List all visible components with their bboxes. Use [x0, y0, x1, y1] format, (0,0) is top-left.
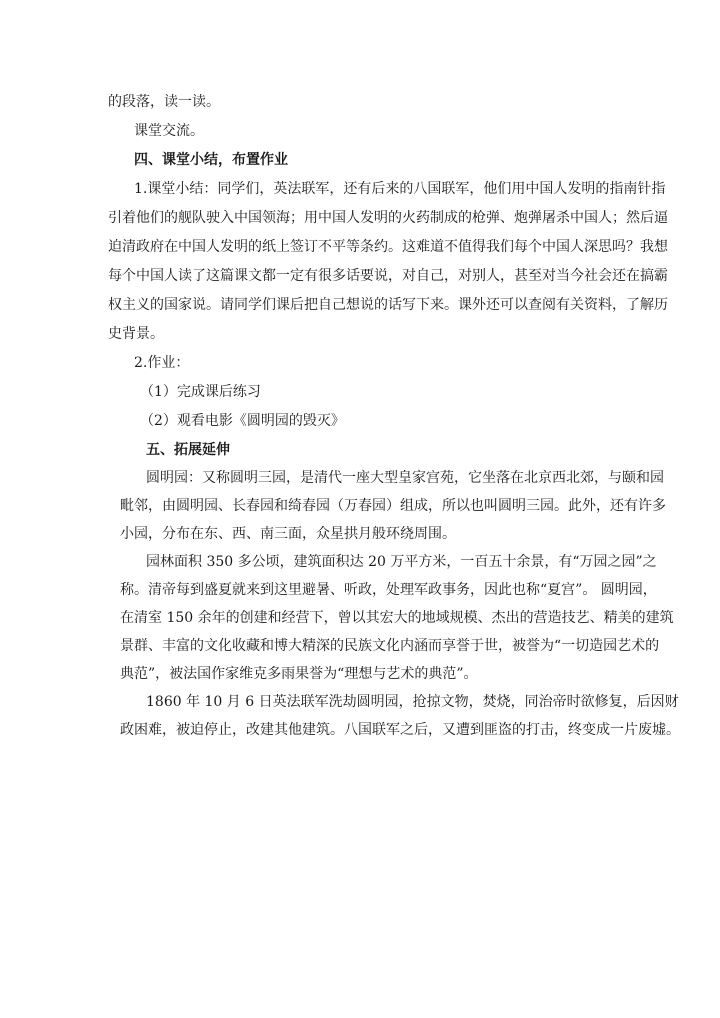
extension-paragraph-line: 典范”，被法国作家维克多雨果誉为“理想与艺术的典范”。 [120, 666, 478, 682]
extension-paragraph-line: 称。清帝每到盛夏就来到这里避暑、听政，处理军政事务，因此也称“夏宫”。 圆明园， [120, 582, 657, 598]
extension-paragraph-line: 在清室 150 余年的创建和经营下，曾以其宏大的地域规模、杰出的营造技艺、精美的建筑 [120, 610, 674, 626]
history-paragraph-line: 政困难，被迫停止，改建其他建筑。八国联军之后，又遭到匪盗的打击，终变成一片废墟。 [120, 722, 680, 738]
summary-paragraph-line: 史背景。 [108, 326, 164, 342]
section-heading-summary: 四、课堂小结，布置作业 [134, 152, 288, 168]
text-line-class-exchange: 课堂交流。 [134, 123, 204, 139]
summary-paragraph-line: 引着他们的舰队驶入中国领海；用中国人发明的火药制成的枪弹、炮弹屠杀中国人；然后逼 [108, 210, 668, 226]
extension-paragraph-line: 景群、丰富的文化收藏和博大精深的民族文化内涵而享誉于世，被誉为“一切造园艺术的 [120, 638, 660, 654]
history-paragraph-line: 1860 年 10 月 6 日英法联军洗劫圆明园，抢掠文物，焚烧，同治帝时欲修复，后因财 [146, 694, 679, 710]
homework-label: 2.作业： [134, 355, 190, 371]
summary-paragraph-line: 1.课堂小结：同学们，英法联军，还有后来的八国联军，他们用中国人发明的指南针指 [134, 181, 666, 197]
extension-paragraph-line: 圆明园：又称圆明三园，是清代一座大型皇家宫苑，它坐落在北京西北郊，与颐和园 [146, 470, 664, 486]
section-heading-extension: 五、拓展延伸 [146, 442, 230, 458]
summary-paragraph-line: 权主义的国家说。请同学们课后把自己想说的话写下来。课外还可以查阅有关资料，了解历 [108, 297, 668, 313]
extension-paragraph-line: 小园，分布在东、西、南三面，众星拱月般环绕周围。 [120, 526, 456, 542]
homework-item: （2）观看电影《圆明园的毁灭》 [140, 413, 345, 429]
homework-item: （1）完成课后练习 [140, 384, 261, 400]
extension-paragraph-line: 毗邻，由圆明园、长春园和绮春园（万春园）组成，所以也叫圆明三园。此外，还有许多 [120, 498, 666, 514]
summary-paragraph-line: 迫清政府在中国人发明的纸上签订不平等条约。这难道不值得我们每个中国人深思吗？我想 [108, 239, 668, 255]
extension-paragraph-line: 园林面积 350 多公顷，建筑面积达 20 万平方米，一百五十余景，有“万园之园”之 [146, 554, 657, 570]
summary-paragraph-line: 每个中国人读了这篇课文都一定有很多话要说，对自己，对别人，甚至对当今社会还在搞霸 [108, 268, 668, 284]
text-line-continuation: 的段落，读一读。 [108, 94, 220, 110]
